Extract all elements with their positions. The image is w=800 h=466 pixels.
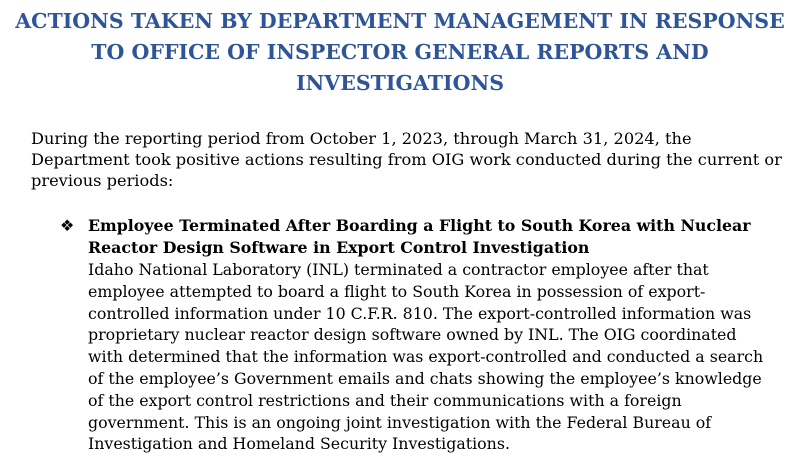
entry-body-line: government. This is an ongoing joint investigation with the Federal Bureau of (88, 412, 712, 432)
heading-line: TO OFFICE OF INSPECTOR GENERAL REPORTS AND (91, 40, 709, 64)
entry-body-line: of the export control restrictions and their communications with a foreign (88, 390, 682, 410)
entry-body-line: controlled information under 10 C.F.R. 810. The export-controlled information was (88, 303, 752, 323)
page-heading (0, 6, 800, 99)
intro-line: previous periods: (31, 171, 174, 190)
intro-line: During the reporting period from October 1, 2023, through March 31, 2024, the (31, 129, 692, 148)
entry-body-line: Idaho National Laboratory (INL) terminated a contractor employee after that (88, 260, 709, 279)
entry-body-line: with determined that the information was export-controlled and conducted a search (88, 347, 764, 367)
entry-body-line: Investigation and Homeland Security Investigations. (88, 434, 510, 454)
entry-body-line: employee attempted to board a flight to South Korea in possession of export- (88, 281, 706, 301)
intro-paragraph (31, 128, 781, 191)
intro-line: Department took positive actions resulting from OIG work conducted during the current or (31, 150, 782, 169)
entry-title-line: Employee Terminated After Boarding a Flight to South Korea with Nuclear (88, 216, 751, 235)
entry-body-line: proprietary nuclear reactor design software owned by INL. The OIG coordinated (88, 325, 737, 345)
entry-body (88, 259, 788, 455)
heading-line: ACTIONS TAKEN BY DEPARTMENT MANAGEMENT IN RESPONSE (15, 9, 785, 33)
entry-title-line: Reactor Design Software in Export Control Investigation (88, 238, 590, 257)
action-entry (88, 215, 788, 455)
entry-body-line: of the employee’s Government emails and chats showing the employee’s knowledge (88, 368, 762, 388)
entry-title (88, 215, 788, 259)
heading-line: INVESTIGATIONS (295, 71, 505, 95)
diamond-bullet-icon: ❖ (60, 216, 75, 235)
